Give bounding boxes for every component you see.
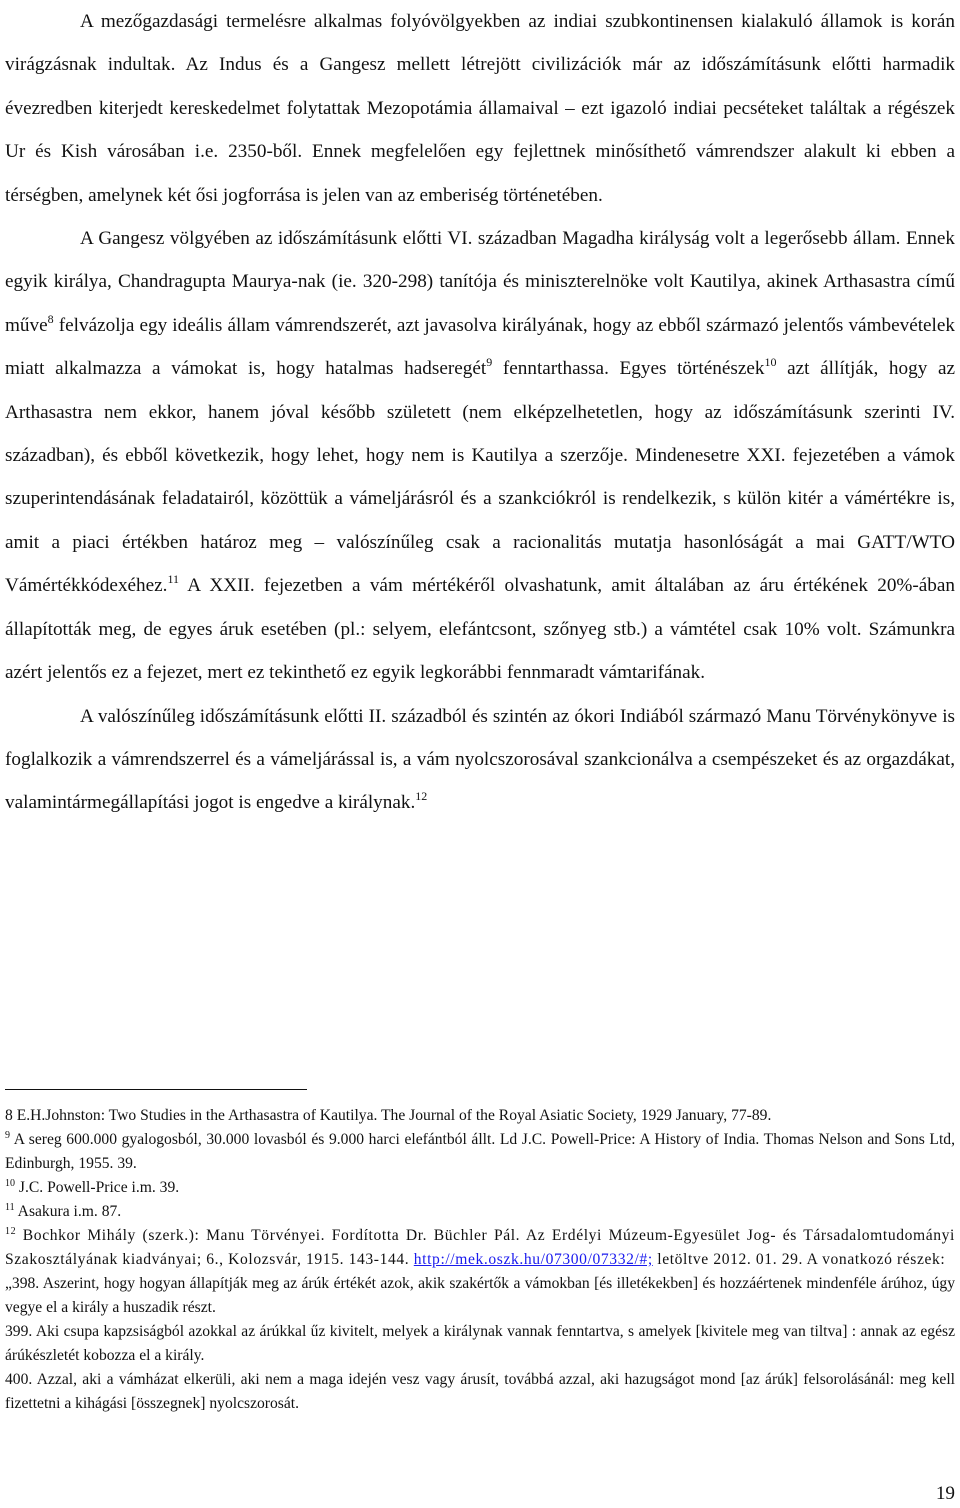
footnote-ref-8[interactable]: 8 <box>47 311 54 326</box>
footnote-12-text: Bochkor Mihály (szerk.): Manu Törvényei. Fordította Dr. Büchler Pál. Az Erdélyi Múzeum-Egyesület Jog- és Társadalomtudományi Szakosztályának kiadványai; 6., Kolozsvár, 1915. 143-144. <box>5 1227 955 1268</box>
quote-398 <box>5 1272 955 1320</box>
paragraph-2-text-c: fenntarthassa. Egyes történészek <box>492 358 765 380</box>
footnote-12 <box>5 1224 955 1272</box>
document-page <box>5 0 955 1412</box>
footnote-9 <box>5 1128 955 1176</box>
paragraph-2-text-b: felvázolja egy ideális állam vámrendszerét, azt javasolva királyának, hogy az ebből származó jelentős vámbevételek miatt alkalmazza a vámokat is, hogy hatalmas hadseregét <box>5 314 955 380</box>
paragraph-3 <box>5 695 955 825</box>
quote-398-text: „398. Aszerint, hogy hogyan állapítják meg az árúk értékét azok, akik szakértők a vámokban [és illetékekben] és hozzáértenek mindenféle árúhoz, úgy vegye el a király a huszadik részt. <box>5 1275 955 1316</box>
paragraph-1-text: A mezőgazdasági termelésre alkalmas folyóvölgyekben az indiai szubkontinensen kialakuló államok is korán virágzásnak indultak. Az Indus és a Gangesz mellett létrejött civilizációk már az időszámításunk előtti harmadik évezredben kiterjedt kereskedelmet folytattak Mezopotámia államaival – ezt igazoló indiai pecséteket találtak a régészek Ur és Kish városában i.e. 2350-ből. Ennek megfelelően egy fejlettnek minősíthető vámrendszer alakult ki ebben a térségben, amelynek két ősi jogforrása is jelen van az emberiség történetében. <box>5 11 955 206</box>
footnote-8-text: E.H.Johnston: Two Studies in the Arthasastra of Kautilya. The Journal of the Royal Asiatic Society, 1929 January, 77-89. <box>12 1107 772 1124</box>
footnote-11 <box>5 1200 955 1224</box>
footnote-11-number: 11 <box>5 1202 15 1213</box>
paragraph-2-text-d: azt állítják, hogy az Arthasastra nem ekkor, hanem jóval később született (nem elképzelhetetlen, hogy az időszámításunk szerinti IV. században), és ebből következik, hogy lehet, hogy nem is Kautilya a szerzője. Mindenesetre XXI. fejezetében a vámok szuperintendásának feladatairól, közöttük a vámeljárásról és a szankciókról is rendelkezik, s külön kitér a vámértékre is, amit a piaci értékben határoz meg – valószínűleg csak a racionalitás mutatja hasonlóságát a mai GATT/WTO Vámértékkódexéhez. <box>5 358 955 597</box>
footnote-9-number: 9 <box>5 1130 10 1141</box>
paragraph-1 <box>5 0 955 217</box>
paragraph-2-text-a: A Gangesz völgyében az időszámításunk előtti VI. században Magadha királyság volt a legerősebb állam. Ennek egyik királya, Chandragupta Maurya-nak (ie. 320-298) tanítója és miniszterelnöke volt Kautilya, akinek Arthasastra című műve <box>5 228 955 336</box>
quote-400 <box>5 1368 955 1416</box>
footnotes <box>5 1104 955 1416</box>
page-number: 19 <box>935 1483 955 1504</box>
paragraph-3-text: A valószínűleg időszámításunk előtti II. századból és szintén az ókori Indiából származó Manu Törvénykönyve is foglalkozik a vámrendszerrel és a vámeljárással is, a vám nyolcszorosával szankcionálva a csempészeket és az orgazdákat, valamintármegállapítási jogot is engedve a királynak. <box>5 705 955 814</box>
body-text <box>5 0 955 825</box>
footnote-8-number: 8 <box>5 1107 13 1124</box>
paragraph-2-text-e: A XXII. fejezetben a vám mértékéről olvashatunk, amit általában az áru értékének 20%-ában állapították meg, de egyes áruk esetében (pl.: selyem, elefántcsont, szőnyeg stb.) a vámtétel csak 10% volt. Számunkra azért jelentős ez a fejezet, mert ez tekinthető ez egyik legkorábbi fennmaradt vámtarifának. <box>5 575 955 684</box>
footnote-ref-10[interactable]: 10 <box>764 355 777 370</box>
footnote-10-text: J.C. Powell-Price i.m. 39. <box>15 1179 180 1196</box>
footnote-8 <box>5 1104 955 1128</box>
quote-399-text: 399. Aki csupa kapzsiságból azokkal az árúkkal űz kivitelt, melyek a királynak vannak fenntartva, s amelyek [kivitele meg van tiltva] : annak az egész árúkészletét kobozza el a király. <box>5 1323 955 1364</box>
footnote-12-link[interactable]: http://mek.oszk.hu/07300/07332/#; <box>413 1251 653 1268</box>
footnote-10 <box>5 1176 955 1200</box>
footnote-9-text: A sereg 600.000 gyalogosból, 30.000 lovasból és 9.000 harci elefántból állt. Ld J.C. Powell-Price: A History of India. Thomas Nelson and Sons Ltd, Edinburgh, 1955. 39. <box>5 1131 955 1172</box>
quote-400-text: 400. Azzal, aki a vámházat elkerüli, aki nem a maga idején vesz vagy árusít, továbbá azzal, aki hazugságot mond [az árúk] felsorolásánál: meg kell fizettetni a kihágási [összegnek] nyolcszorosát. <box>5 1371 955 1412</box>
paragraph-2 <box>5 217 955 694</box>
quote-399 <box>5 1320 955 1368</box>
footnote-12-after-link: letöltve 2012. 01. 29. A vonatkozó részek: <box>652 1251 946 1268</box>
footnote-ref-12[interactable]: 12 <box>415 789 428 804</box>
footnote-12-number: 12 <box>5 1226 17 1237</box>
footnote-separator <box>5 1089 307 1090</box>
footnote-10-number: 10 <box>5 1178 15 1189</box>
footnote-ref-11[interactable]: 11 <box>167 572 180 587</box>
footnote-ref-9[interactable]: 9 <box>486 355 493 370</box>
footnote-11-text: Asakura i.m. 87. <box>14 1203 122 1220</box>
